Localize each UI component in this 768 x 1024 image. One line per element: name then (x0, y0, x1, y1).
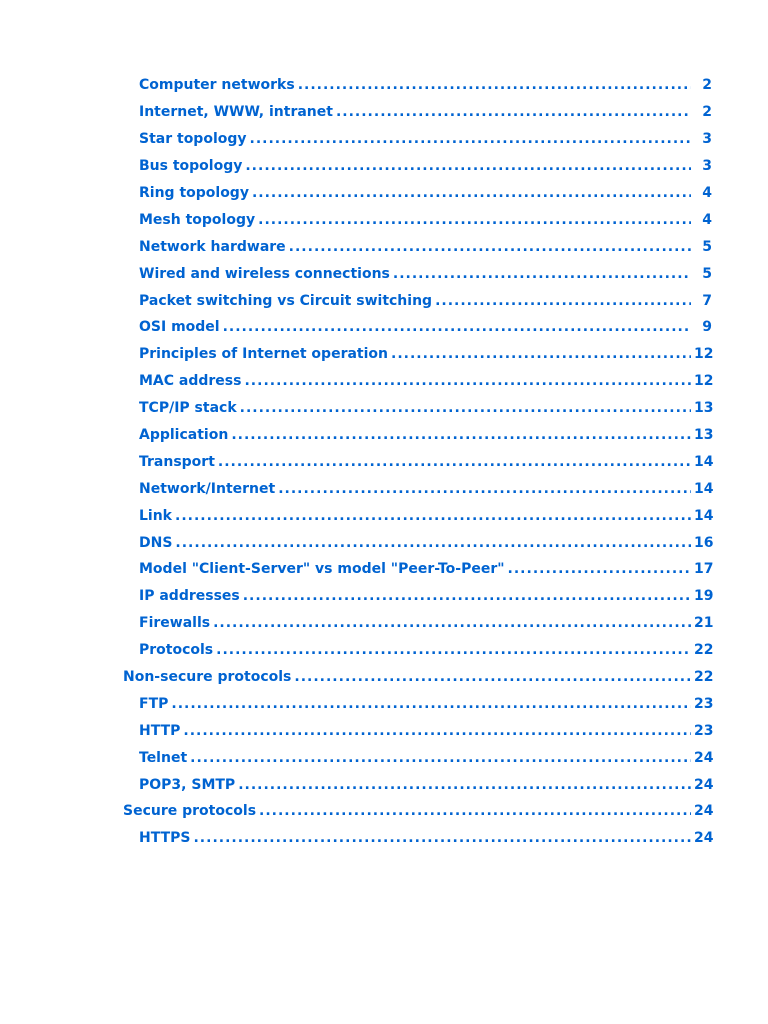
toc-page-number: 13 (694, 400, 714, 417)
toc-dot-leader (259, 803, 691, 819)
toc-dot-leader (216, 642, 691, 658)
toc-entry-title: HTTP (139, 722, 181, 739)
toc-entry-firewalls[interactable] (0, 610, 768, 637)
toc-entry-title: Telnet (139, 749, 188, 766)
toc-page-number: 5 (702, 265, 712, 282)
toc-entry-title: OSI model (139, 319, 220, 336)
toc-entry-computer-networks[interactable] (0, 72, 768, 99)
toc-entry-bus-topology[interactable] (0, 153, 768, 180)
toc-page-number: 14 (694, 480, 714, 497)
toc-entry-title: Mesh topology (139, 211, 256, 228)
toc-dot-leader (393, 266, 691, 282)
toc-page-number: 24 (694, 830, 714, 847)
toc-dot-leader (231, 427, 691, 443)
toc-entry-title: DNS (139, 534, 173, 551)
toc-dot-leader (175, 508, 691, 524)
toc-page-number: 3 (702, 158, 712, 175)
toc-page-number: 24 (694, 776, 714, 793)
toc-entry-title: Non-secure protocols (123, 669, 292, 686)
toc-dot-leader (391, 346, 691, 362)
toc-entry-title: FTP (139, 695, 169, 712)
toc-dot-leader (190, 750, 691, 766)
toc-page-number: 12 (694, 373, 714, 390)
toc-page-number: 24 (694, 803, 714, 820)
toc-page-number: 3 (702, 131, 712, 148)
toc-page-number: 2 (702, 77, 712, 94)
toc-entry-application[interactable] (0, 422, 768, 449)
toc-page-number: 22 (694, 669, 714, 686)
toc-entry-protocols[interactable] (0, 637, 768, 664)
toc-dot-leader (218, 454, 691, 470)
toc-entry-telnet[interactable] (0, 744, 768, 771)
toc-entry-network-internet[interactable] (0, 475, 768, 502)
toc-entry-title: Star topology (139, 131, 247, 148)
toc-page-number: 9 (702, 319, 712, 336)
toc-entry-title: Principles of Internet operation (139, 346, 388, 363)
toc-dot-leader (435, 293, 691, 309)
toc-page-number: 21 (694, 615, 714, 632)
toc-entry-title: Internet, WWW, intranet (139, 104, 333, 121)
toc-page-number: 12 (694, 346, 714, 363)
toc-entry-link[interactable] (0, 502, 768, 529)
toc-entry-title: POP3, SMTP (139, 776, 236, 793)
toc-dot-leader (193, 830, 691, 846)
toc-page-number: 5 (702, 238, 712, 255)
toc-dot-leader (336, 104, 691, 120)
toc-page-number: 23 (694, 695, 714, 712)
toc-dot-leader (250, 131, 691, 147)
toc-entry-dns[interactable] (0, 529, 768, 556)
toc-entry-ring-topology[interactable] (0, 180, 768, 207)
toc-dot-leader (252, 185, 691, 201)
toc-dot-leader (240, 400, 691, 416)
toc-page-number: 13 (694, 427, 714, 444)
toc-entry-title: IP addresses (139, 588, 240, 605)
toc-dot-leader (175, 535, 691, 551)
toc-entry-internet-www-intranet[interactable] (0, 99, 768, 126)
toc-entry-star-topology[interactable] (0, 126, 768, 153)
toc-entry-title: Protocols (139, 642, 214, 659)
toc-entry-title: Secure protocols (123, 803, 257, 820)
toc-dot-leader (278, 481, 691, 497)
table-of-contents (0, 72, 768, 852)
toc-page-number: 16 (694, 534, 714, 551)
toc-dot-leader (238, 777, 691, 793)
toc-dot-leader (183, 723, 691, 739)
toc-entry-mesh-topology[interactable] (0, 206, 768, 233)
toc-dot-leader (244, 373, 691, 389)
toc-entry-title: Firewalls (139, 615, 211, 632)
toc-page-number: 17 (694, 561, 714, 578)
toc-entry-title: Transport (139, 453, 215, 470)
toc-page-number: 4 (702, 211, 712, 228)
toc-entry-wired-and-wireless-connections[interactable] (0, 260, 768, 287)
toc-entry-ip-addresses[interactable] (0, 583, 768, 610)
toc-entry-secure-protocols[interactable] (0, 798, 768, 825)
toc-dot-leader (245, 158, 691, 174)
toc-entry-title: Ring topology (139, 185, 249, 201)
toc-entry-title: Packet switching vs Circuit switching (139, 292, 433, 309)
toc-page-number: 14 (694, 453, 714, 470)
toc-entry-title: Link (139, 507, 172, 524)
toc-entry-title: Network hardware (139, 238, 286, 255)
toc-entry-osi-model[interactable] (0, 314, 768, 341)
toc-entry-principles-of-internet-operation[interactable] (0, 341, 768, 368)
toc-page-number: 7 (702, 292, 712, 309)
toc-entry-title: MAC address (139, 373, 242, 390)
toc-entry-packet-vs-circuit-switching[interactable] (0, 287, 768, 314)
toc-entry-http[interactable] (0, 717, 768, 744)
toc-entry-client-server-vs-p2p[interactable] (0, 556, 768, 583)
toc-page-number: 22 (694, 642, 714, 659)
toc-dot-leader (508, 561, 691, 577)
toc-entry-https[interactable] (0, 825, 768, 852)
toc-entry-title: Computer networks (139, 77, 295, 94)
toc-entry-transport[interactable] (0, 448, 768, 475)
toc-dot-leader (171, 696, 691, 712)
toc-dot-leader (289, 239, 691, 255)
toc-entry-title: TCP/IP stack (139, 400, 237, 417)
toc-entry-title: Model "Client-Server" vs model "Peer-To-Peer" (139, 561, 505, 578)
toc-dot-leader (213, 615, 691, 631)
toc-page-number: 2 (702, 104, 712, 121)
toc-page-number: 19 (694, 588, 714, 605)
toc-entry-ftp[interactable] (0, 690, 768, 717)
toc-entry-mac-address[interactable] (0, 368, 768, 395)
toc-dot-leader (294, 669, 691, 685)
toc-entry-non-secure-protocols[interactable] (0, 664, 768, 691)
toc-entry-title: Application (139, 427, 229, 444)
toc-entry-title: Network/Internet (139, 480, 276, 497)
toc-dot-leader (258, 212, 691, 228)
toc-page-number: 4 (702, 185, 712, 201)
toc-entry-title: Bus topology (139, 158, 243, 175)
toc-entry-tcp-ip-stack[interactable] (0, 395, 768, 422)
toc-dot-leader (243, 588, 691, 604)
toc-page-number: 23 (694, 722, 714, 739)
toc-entry-title: Wired and wireless connections (139, 265, 390, 282)
toc-page-number: 24 (694, 749, 714, 766)
toc-entry-network-hardware[interactable] (0, 233, 768, 260)
toc-dot-leader (223, 319, 691, 335)
toc-dot-leader (298, 77, 691, 93)
toc-entry-title: HTTPS (139, 830, 191, 847)
toc-entry-pop3-smtp[interactable] (0, 771, 768, 798)
toc-page-number: 14 (694, 507, 714, 524)
